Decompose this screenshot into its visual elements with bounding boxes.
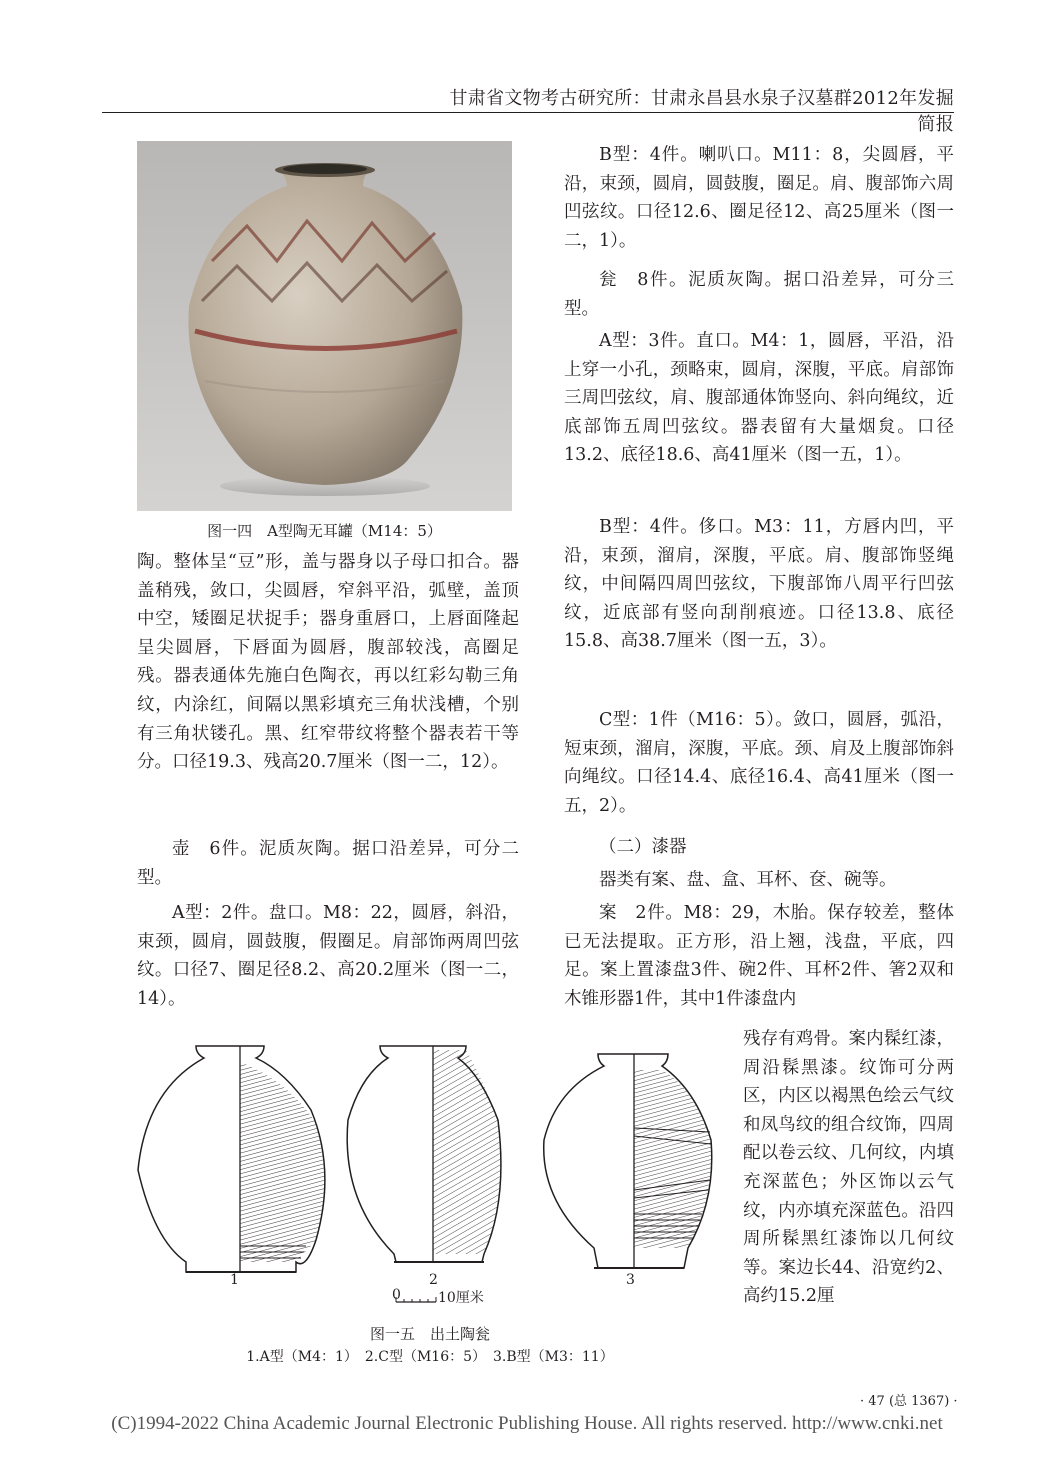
right-paragraph-7: 器类有案、盘、盒、耳杯、奁、碗等。 [599, 870, 897, 890]
left-paragraph-1: 陶。整体呈“豆”形，盖与器身以子母口扣合。器盖稍残，敛口，尖圆唇，窄斜平沿，弧壁，盖顶中空，矮圈足状捉手；器身重唇口，上唇面隆起呈尖圆唇，下唇面为圆唇，腹部较浅，高圈足残。器表通体先施白色陶衣，再以红彩勾勒三角纹，内涂红，间隔以黑彩填充三角状浅槽，个别有三角状镂孔。黑、红窄带纹将整个器表若干等分。口径19.3、残高20.7厘米（图一二，12）。 [137, 552, 519, 773]
right-paragraph-3: A型：3件。直口。M4：1，圆唇，平沿，沿上穿一小孔，颈略束，圆肩，深腹，平底。肩部饰三周凹弦纹，肩、腹部通体饰竖向、斜向绳纹，近底部饰五周凹弦纹。器表留有大量烟炱。口径13.2、底径18.6、高41厘米（图一五，1）。 [564, 331, 954, 466]
jar-2-label: 2 [429, 1272, 438, 1288]
jar-2-drawing [347, 1046, 501, 1262]
header-rule [102, 112, 954, 113]
figure-15-title: 图一五 出土陶瓮 [369, 1325, 490, 1343]
jar-3-label: 3 [626, 1272, 635, 1288]
scale-bar [396, 1297, 436, 1302]
right-paragraph-5: C型：1件（M16：5）。敛口，圆唇，弧沿，短束颈，溜肩，深腹，平底。颈、肩及上腹部饰斜向绳纹。口径14.4、底径16.4、高41厘米（图一五，2）。 [564, 710, 954, 816]
right-paragraph-4: B型：4件。侈口。M3：11，方唇内凹，平沿，束颈，溜肩，深腹，平底。肩、腹部饰竖绳纹，中间隔四周凹弦纹，下腹部饰八周平行凹弦纹，近底部有竖向刮削痕迹。口径13.8、底径15.8、高38.7厘米（图一五，3）。 [564, 517, 954, 652]
lacquer-section-heading: （二）漆器 [599, 837, 687, 857]
figure-14-photo [137, 141, 512, 511]
jar-1-label: 1 [230, 1272, 239, 1288]
page-number: · 47 (总 1367) · [860, 1394, 958, 1409]
left-paragraph-2: 壶 6件。泥质灰陶。据口沿差异，可分二型。 [137, 839, 519, 888]
jar-1-drawing [138, 1046, 326, 1272]
scale-zero: 0 [392, 1287, 401, 1303]
running-header: 甘肃省文物考古研究所：甘肃永昌县水泉子汉墓群2012年发掘简报 [449, 88, 954, 135]
scale-label: 10厘米 [438, 1290, 484, 1306]
copyright-footer: (C)1994-2022 China Academic Journal Electronic Publishing House. All rights reserved. http://www.cnki.net [111, 1413, 943, 1434]
jar-3-drawing [544, 1054, 712, 1268]
figure-15-subtitle: 1.A型（M4：1） 2.C型（M16：5） 3.B型（M3：11） [246, 1349, 614, 1365]
left-paragraph-3: A型：2件。盘口。M8：22，圆唇，斜沿，束颈，圆肩，圆鼓腹，假圈足。肩部饰两周凹弦纹。口径7、圈足径8.2、高20.2厘米（图一二，14）。 [137, 903, 519, 1009]
figure-14-caption: 图一四 A型陶无耳罐（M14：5） [207, 522, 442, 540]
right-paragraph-1: B型：4件。喇叭口。M11：8，尖圆唇，平沿，束颈，圆肩，圆鼓腹，圈足。肩、腹部饰六周凹弦纹。口径12.6、圈足径12、高25厘米（图一二，1）。 [564, 145, 954, 251]
right-paragraph-9: 残存有鸡骨。案内髹红漆，周沿髹黑漆。纹饰可分两区，内区以褐黑色绘云气纹和凤鸟纹的组合纹饰，四周配以卷云纹、几何纹，内填充深蓝色；外区饰以云气纹，内亦填充深蓝色。沿四周所髹黑红漆饰以几何纹等。案边长44、沿宽约2、高约15.2厘 [743, 1029, 954, 1307]
right-paragraph-8: 案 2件。M8：29，木胎。保存较差，整体已无法提取。正方形，沿上翘，浅盘，平底，四足。案上置漆盘3件、碗2件、耳杯2件、箸2双和木锥形器1件，其中1件漆盘内 [564, 903, 954, 1009]
pottery-jar-image [137, 141, 512, 511]
right-paragraph-2: 瓮 8件。泥质灰陶。据口沿差异，可分三型。 [564, 270, 954, 319]
